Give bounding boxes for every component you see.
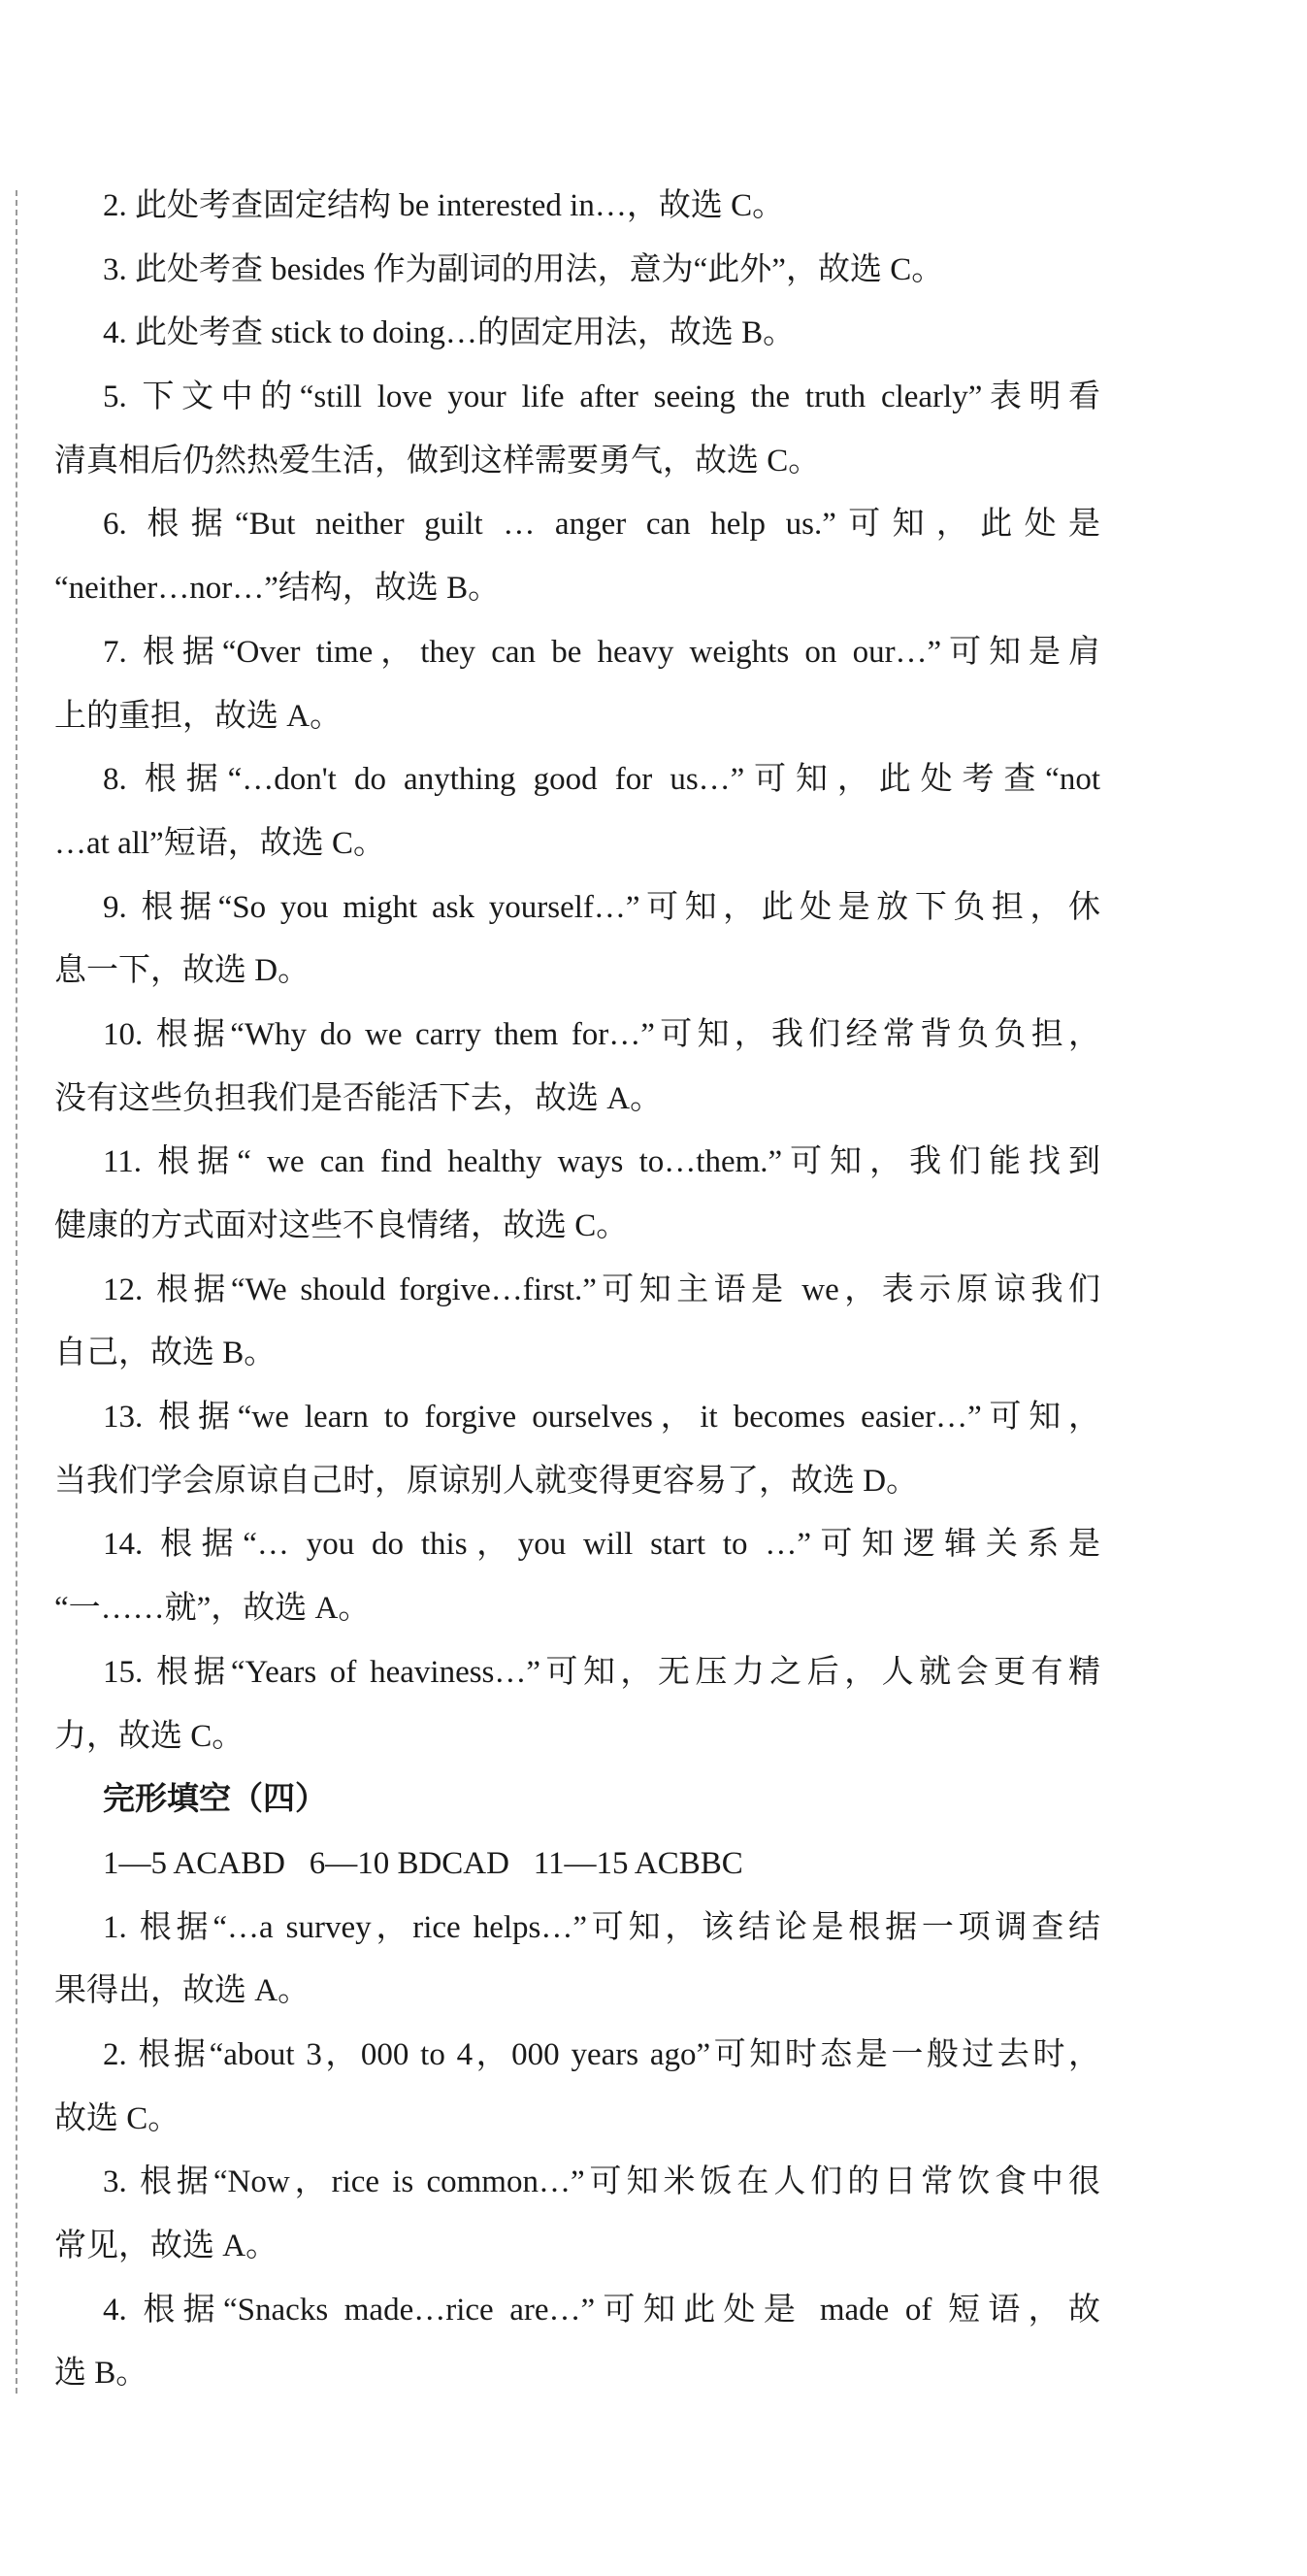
explanation-item: 9. 根据“So you might ask yourself…”可知，此处是放下负担，休: [103, 889, 1100, 925]
explanation-item: 7. 根据“Over time，they can be heavy weights on our…”可知是肩: [103, 634, 1100, 670]
explanation-item: 8. 根据“…don't do anything good for us…”可知，此处考查“not: [103, 762, 1100, 798]
explanation-item: 12. 根据“We should forgive…first.”可知主语是 we，表示原谅我们: [103, 1271, 1100, 1307]
explanation-item: 13. 根据“we learn to forgive ourselves，it becomes easier…”可知，: [103, 1400, 1100, 1436]
explanation-item: 5. 下文中的“still love your life after seeing the truth clearly”表明看: [103, 380, 1100, 415]
explanation-item: 4. 根据“Snacks made…rice are…”可知此处是 made of 短语，故: [103, 2292, 1100, 2328]
explanation-continuation: 故选 C。: [54, 2100, 180, 2136]
explanation-continuation: 力，故选 C。: [54, 1718, 245, 1754]
explanation-item: 10. 根据“Why do we carry them for…”可知，我们经常背负负担，: [103, 1016, 1100, 1052]
explanation-continuation: 清真相后仍然热爱生活，做到这样需要勇气，故选 C。: [54, 443, 821, 479]
explanation-item: 1. 根据“…a survey，rice helps…”可知，该结论是根据一项调查结: [103, 1909, 1100, 1945]
explanation-continuation: 当我们学会原谅自己时，原谅别人就变得更容易了，故选 D。: [54, 1463, 919, 1499]
explanation-item: 15. 根据“Years of heaviness…”可知，无压力之后，人就会更有精: [103, 1654, 1100, 1690]
answer-explanations: [54, 175, 1100, 2406]
explanation-continuation: “一……就”，故选 A。: [54, 1591, 371, 1627]
explanation-item: 3. 根据“Now，rice is common…”可知米饭在人们的日常饮食中很: [103, 2164, 1100, 2200]
explanation-continuation: 上的重担，故选 A。: [54, 698, 343, 734]
explanation-item: 14. 根据“… you do this，you will start to …”可知逻辑关系是: [103, 1527, 1100, 1563]
answer-key: 1—5 ACABD 6—10 BDCAD 11—15 ACBBC: [103, 1845, 743, 1881]
explanation-continuation: 息一下，故选 D。: [54, 953, 310, 989]
explanation-continuation: 果得出，故选 A。: [54, 1973, 310, 2009]
explanation-item: 6. 根据“But neither guilt … anger can help us.”可知，此处是: [103, 507, 1100, 543]
explanation-item: 11. 根据“ we can find healthy ways to…them.”可知，我们能找到: [103, 1144, 1100, 1180]
explanation-continuation: 自己，故选 B。: [54, 1336, 277, 1371]
explanation-item: 2. 根据“about 3，000 to 4，000 years ago”可知时态是一般过去时，: [103, 2036, 1100, 2072]
explanation-continuation: “neither…nor…”结构，故选 B。: [54, 571, 501, 607]
explanation-item: 4. 此处考查 stick to doing…的固定用法，故选 B。: [103, 315, 796, 351]
explanation-continuation: 常见，故选 A。: [54, 2229, 278, 2263]
explanation-continuation: 健康的方式面对这些不良情绪，故选 C。: [54, 1208, 629, 1243]
explanation-item: 2. 此处考查固定结构 be interested in…，故选 C。: [103, 188, 785, 223]
section-title: 完形填空（四）: [103, 1782, 327, 1818]
explanation-item: 3. 此处考查 besides 作为副词的用法，意为“此外”，故选 C。: [103, 251, 944, 287]
explanation-continuation: …at all”短语，故选 C。: [54, 825, 385, 861]
explanation-continuation: 没有这些负担我们是否能活下去，故选 A。: [54, 1080, 663, 1116]
binding-fold-line: [16, 190, 17, 2394]
explanation-continuation: 选 B。: [54, 2356, 148, 2392]
